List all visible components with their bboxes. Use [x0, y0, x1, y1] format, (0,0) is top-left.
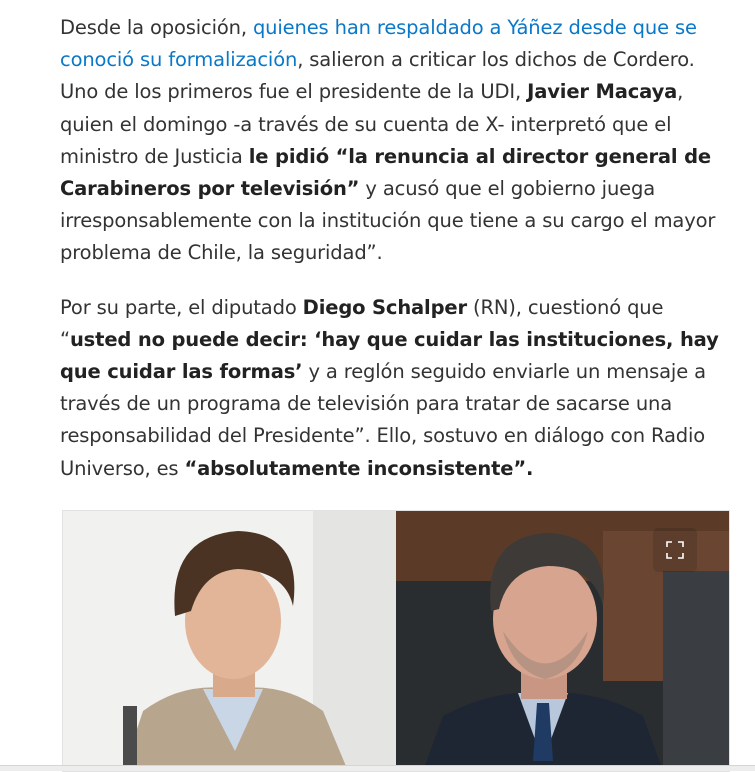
- p2-text-1: Por su parte, el diputado: [60, 295, 303, 319]
- p1-text-2: , salieron a criticar los dichos de Cordero. Uno de los primeros fue el presidente de la UDI,: [60, 48, 695, 104]
- p1-text-4: y acusó que el gobierno juega irresponsablemente con la institución que tiene a su cargo el mayor problema de Chile, la seguridad”.: [60, 177, 716, 265]
- p2-text-2: (RN), cuestionó que “: [60, 295, 664, 351]
- formalizacion-link[interactable]: quienes han respaldado a Yáñez desde que se conoció su formalización: [60, 16, 697, 72]
- p2-bold-inconsistente: “absolutamente inconsistente”.: [184, 456, 534, 480]
- paragraph-1: [60, 12, 730, 270]
- p2-bold-quote: usted no puede decir: ‘hay que cuidar las instituciones, hay que cuidar las formas’: [60, 327, 719, 384]
- paragraph-2: [60, 292, 730, 485]
- photo-collage: [63, 511, 729, 771]
- expand-photo-button[interactable]: [653, 528, 697, 572]
- p2-bold-schalper: Diego Schalper: [302, 295, 467, 319]
- article-photo: [62, 510, 730, 772]
- p1-bold-macaya: Javier Macaya: [527, 80, 678, 104]
- p2-text-3: y a reglón seguido enviarle un mensaje a través de un programa de televisión para tratar de sacarse una responsabilidad del Presidente”. Ello, sostuvo en diálogo con Radio Universo, es: [60, 360, 706, 480]
- p1-bold-quote: le pidió “la renuncia al director general de Carabineros por televisión”: [60, 144, 711, 201]
- article-body: [60, 12, 730, 507]
- p1-text-1: Desde la oposición,: [60, 16, 253, 39]
- bottom-divider: [0, 765, 755, 771]
- p1-text-3: , quien el domingo -a través de su cuenta de X- interpretó que el ministro de Justicia: [60, 80, 684, 168]
- fullscreen-expand-icon: [665, 540, 685, 560]
